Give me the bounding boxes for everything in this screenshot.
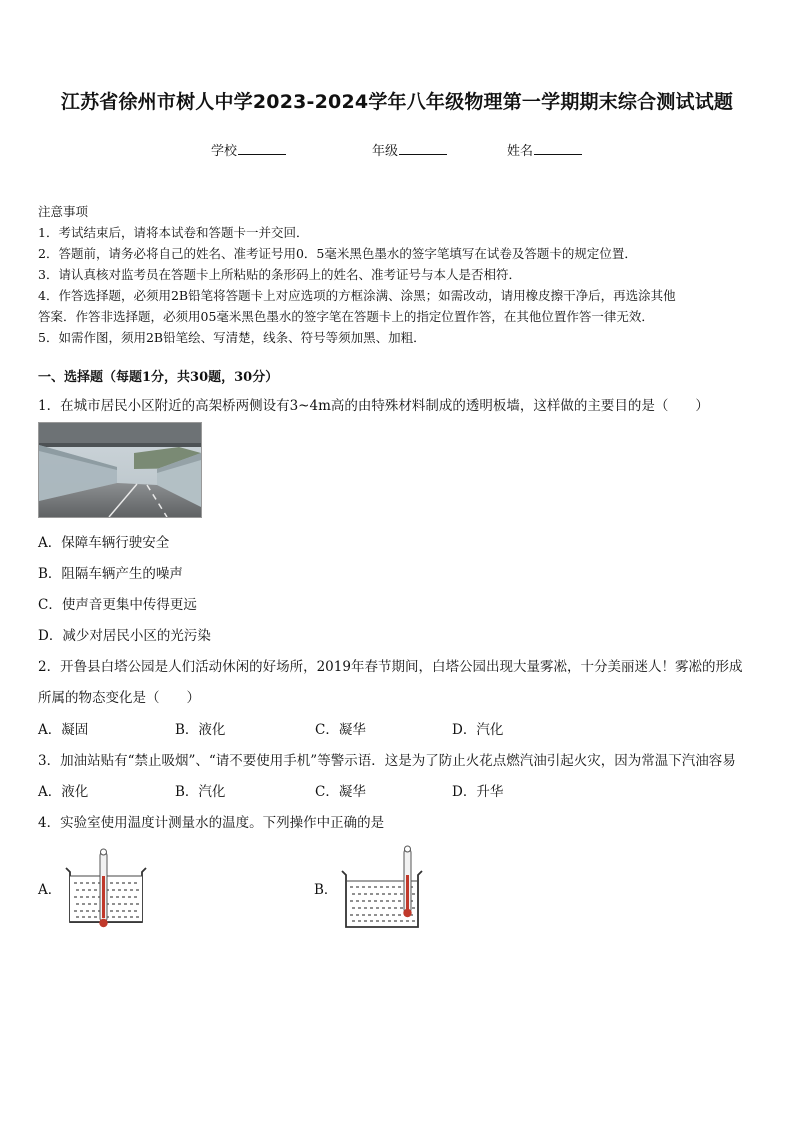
q1-option-d: D．减少对居民小区的光污染 [38, 628, 211, 644]
q2-option-c: C．凝华 [315, 722, 366, 738]
q1-stem: 1．在城市居民小区附近的高架桥两侧设有3~4m高的由特殊材料制成的透明板墙，这样做的主要目的是（ ） [38, 398, 709, 414]
q4-stem: 4．实验室使用温度计测量水的温度。下列操作中正确的是 [38, 815, 385, 831]
notice-item-1: 1．考试结束后，请将本试卷和答题卡一并交回． [38, 225, 309, 240]
highway-noise-barrier-image [39, 423, 201, 517]
notice-item-4: 4．作答选择题，必须用2B铅笔将答题卡上对应选项的方框涂满、涂黑；如需改动，请用橡皮擦干净后，再选涂其他 [38, 288, 676, 303]
q2-option-b: B．液化 [175, 722, 226, 738]
notice-item-3: 3．请认真核对监考员在答题卡上所粘贴的条形码上的姓名、准考证号与本人是否相符． [38, 267, 521, 282]
page-title: 江苏省徐州市树人中学2023-2024学年八年级物理第一学期期末综合测试试题 [60, 91, 734, 113]
name-field [507, 140, 582, 159]
q4-option-a-figure [62, 846, 148, 934]
beaker-thermometer-side-icon [338, 843, 424, 931]
notice-block [38, 201, 676, 348]
q3-option-c: C．凝华 [315, 784, 366, 800]
school-blank [238, 142, 286, 155]
school-label: 学校 [211, 144, 238, 159]
notice-item-4-cont: 答案．作答非选择题，必须用05毫米黑色墨水的签字笔在答题卡上的指定位置作答，在其他位置作答一律无效． [38, 309, 654, 324]
q2-option-a: A．凝固 [38, 722, 89, 738]
name-label: 姓名 [507, 144, 534, 159]
beaker-thermometer-bottom-icon [62, 846, 148, 934]
q1-option-a: A．保障车辆行驶安全 [38, 535, 170, 551]
school-field [211, 140, 286, 159]
q3-option-b: B．汽化 [175, 784, 226, 800]
q3-option-a: A．液化 [38, 784, 89, 800]
notice-heading: 注意事项 [38, 204, 89, 219]
q2-stem-line1: 2．开鲁县白塔公园是人们活动休闲的好场所，2019年春节期间，白塔公园出现大量雾凇，十分美丽迷人！雾凇的形成 [38, 659, 743, 675]
elevated-road-photo [38, 422, 202, 518]
section-title: 一、选择题（每题1分，共30题，30分） [38, 370, 279, 385]
q4-option-a-label: A． [38, 882, 62, 898]
q3-stem: 3．加油站贴有“禁止吸烟”、“请不要使用手机”等警示语．这是为了防止火花点燃汽油引起火灾，因为常温下汽油容易 [38, 753, 736, 769]
q4-option-b-label: B． [314, 882, 338, 898]
notice-item-2: 2．答题前，请务必将自己的姓名、准考证号用0．5毫米黑色墨水的签字笔填写在试卷及答题卡的规定位置． [38, 246, 637, 261]
name-blank [534, 142, 582, 155]
q1-option-b: B．阻隔车辆产生的噪声 [38, 566, 183, 582]
q2-option-d: D．汽化 [452, 722, 504, 738]
grade-field [372, 140, 447, 159]
notice-item-5: 5．如需作图，须用2B铅笔绘、写清楚，线条、符号等须加黑、加粗． [38, 330, 426, 345]
q4-option-b-figure [338, 843, 424, 931]
q1-option-c: C．使声音更集中传得更远 [38, 597, 197, 613]
grade-blank [399, 142, 447, 155]
q2-stem-line2: 所属的物态变化是（ ） [38, 690, 200, 706]
q3-option-d: D．升华 [452, 784, 504, 800]
grade-label: 年级 [372, 144, 399, 159]
